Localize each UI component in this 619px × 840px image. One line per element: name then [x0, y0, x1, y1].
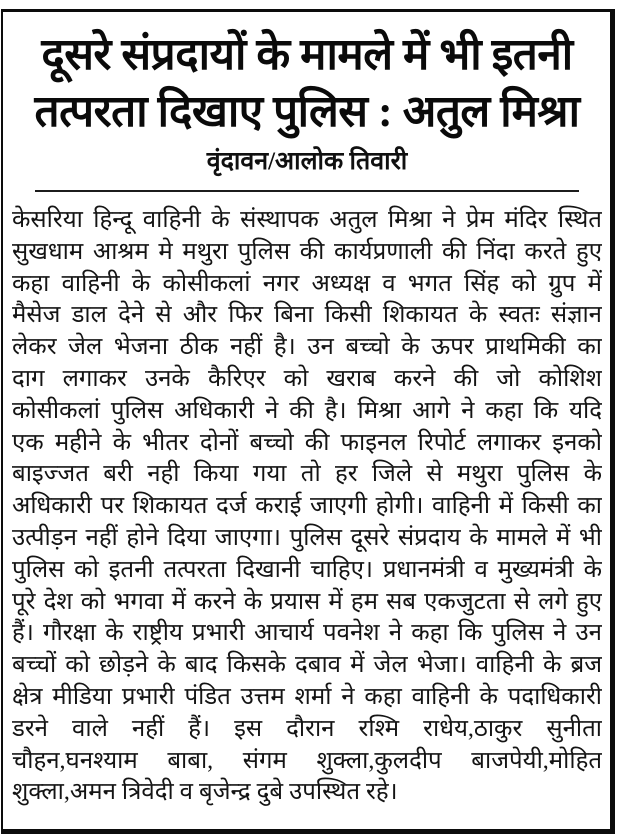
headline-line-1: दूसरे संप्रदायों के मामले में भी इतनी: [41, 30, 573, 79]
body-line: कोसीकलां पुलिस अधिकारी ने की है। मिश्रा आगे ने कहा कि यदि: [12, 397, 602, 424]
article-headline: [12, 26, 602, 140]
clipping-border-frame: [1, 9, 615, 834]
body-line: चौहन,घनश्याम बाबा, संगम शुक्ला,कुलदीप बाजपेयी,मोहित: [12, 747, 602, 774]
body-line: कहा वाहिनी के कोसीकलां नगर अध्यक्ष व भगत सिंह को ग्रुप में: [12, 270, 602, 297]
body-line: केसरिया हिन्दू वाहिनी के संस्थापक अतुल मिश्रा ने प्रेम मंदिर स्थित: [12, 207, 602, 233]
body-line: हैं। गौरक्षा के राष्ट्रीय प्रभारी आचार्य पवनेश ने कहा कि पुलिस ने उन: [12, 620, 602, 647]
body-line: अधिकारी पर शिकायत दर्ज कराई जाएगी होगी। वाहिनी में किसी का: [12, 493, 602, 520]
body-line: लेकर जेल भेजना ठीक नहीं है। उन बच्चो के ऊपर प्राथमिकी का: [12, 334, 602, 361]
body-line-last: शुक्ला,अमन त्रिवेदी व बृजेन्द्र दुबे उपस्थित रहे।: [12, 779, 398, 806]
body-line: दाग लगाकर उनके कैरिएर को खराब करने की जो कोशिश: [12, 365, 602, 392]
body-line: सुखधाम आश्रम मे मथुरा पुलिस की कार्यप्रणाली की निंदा करते हुए: [12, 238, 602, 265]
body-line: मैसेज डाल देने से और फिर बिना किसी शिकायत के स्वतः संज्ञान: [12, 302, 602, 329]
body-line: बाइज्जत बरी नही किया गया तो हर जिले से मथुरा पुलिस के: [12, 461, 602, 488]
body-line: क्षेत्र मीडिया प्रभारी पंडित उत्तम शर्मा ने कहा वाहिनी के पदाधिकारी: [12, 683, 602, 710]
body-line: पुलिस को इतनी तत्परता दिखानी चाहिए। प्रधानमंत्री व मुख्यमंत्री के: [12, 556, 602, 583]
body-line: पूरे देश को भगवा में करने के प्रयास में हम सब एकजुटता से लगे हुए: [12, 588, 602, 615]
body-line: डरने वाले नहीं हैं। इस दौरान रश्मि राधेय,ठाकुर सुनीता: [12, 715, 602, 742]
headline-line-2: तत्परता दिखाए पुलिस : अतुल मिश्रा: [34, 87, 580, 136]
byline-divider-rule: [35, 190, 579, 192]
body-line: उत्पीड़न नहीं होने दिया जाएगा। पुलिस दूसरे संप्रदाय के मामले में भी: [12, 524, 602, 551]
body-line: एक महीने के भीतर दोनों बच्चो की फाइनल रिपोर्ट लगाकर इनको: [12, 429, 602, 456]
article-byline: वृंदावन/आलोक तिवारी: [206, 148, 408, 175]
article-body: [12, 205, 602, 809]
body-line: बच्चों को छोड़ने के बाद किसके दबाव में जेल भेजा। वाहिनी के ब्रज: [12, 652, 602, 679]
